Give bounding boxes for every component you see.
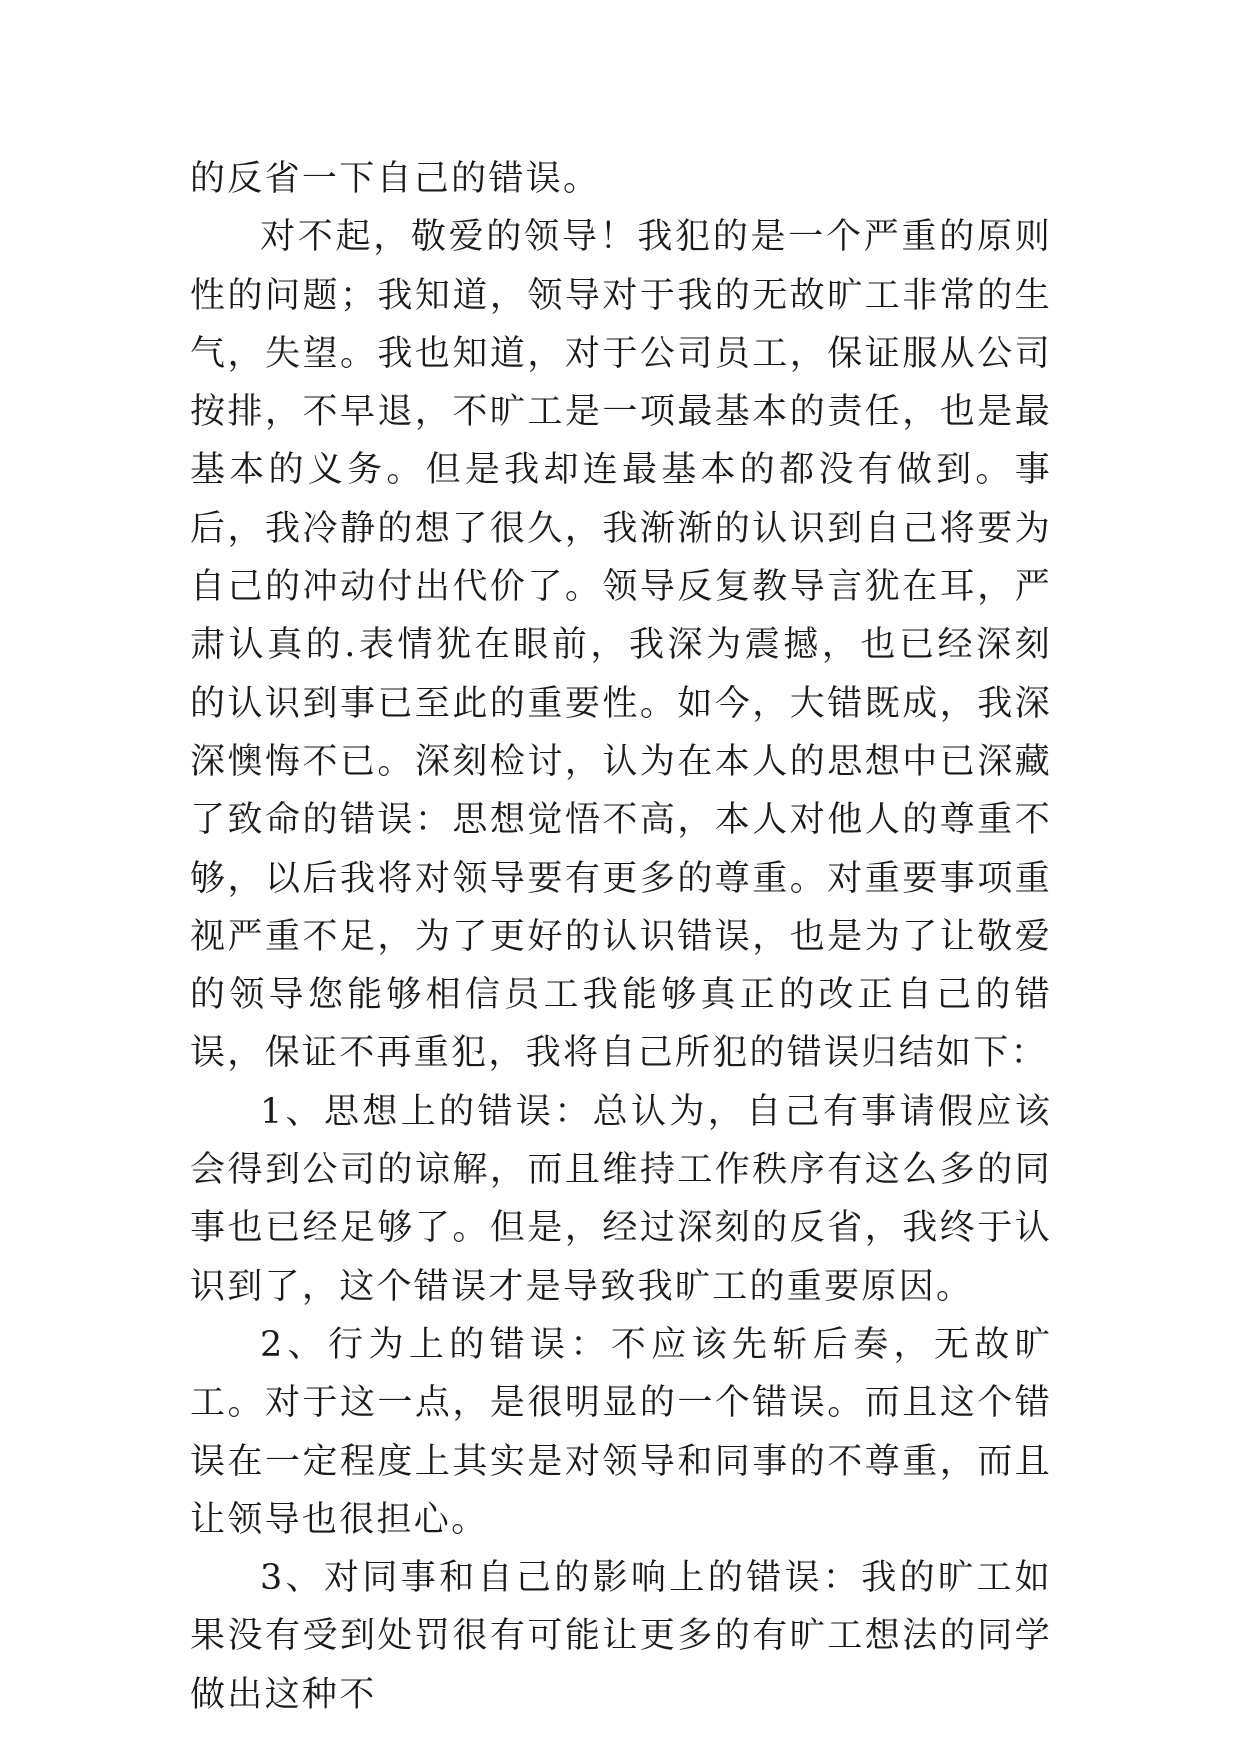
- paragraph-continuation: 的反省一下自己的错误。: [190, 159, 601, 199]
- paragraph-apology: 对不起，敬爱的领导！我犯的是一个严重的原则性的问题；我知道，领导对于我的无故旷工非常的生气，失望。我也知道，对于公司员工，保证服从公司按排，不早退，不旷工是一项最基本的责任，也是最基本的义务。但是我却连最基本的都没有做到。事后，我冷静的想了很久，我渐渐的认识到自己将要为自己的冲动付出代价了。领导反复教导言犹在耳，严肃认真的.表情犹在眼前，我深为震撼，也已经深刻的认识到事已至此的重要性。如今，大错既成，我深深懊悔不已。深刻检讨，认为在本人的思想中已深藏了致命的错误：思想觉悟不高，本人对他人的尊重不够，以后我将对领导要有更多的尊重。对重要事项重视严重不足，为了更好的认识错误，也是为了让敬爱的领导您能够相信员工我能够真正的改正自己的错误，保证不再重犯，我将自己所犯的错误归结如下：: [190, 217, 1052, 1074]
- paragraph-point-3: 3、对同事和自己的影响上的错误：我的旷工如果没有受到处罚很有可能让更多的有旷工想法的同学做出这种不: [190, 1558, 1052, 1715]
- paragraph-point-1: 1、思想上的错误：总认为，自己有事请假应该会得到公司的谅解，而且维持工作秩序有这么多的同事也已经足够了。但是，经过深刻的反省，我终于认识到了，这个错误才是导致我旷工的重要原因。: [190, 1091, 1052, 1307]
- paragraph-point-2: 2、行为上的错误：不应该先斩后奏，无故旷工。对于这一点，是很明显的一个错误。而且这个错误在一定程度上其实是对领导和同事的不尊重，而且让领导也很担心。: [190, 1324, 1052, 1540]
- document-body: [190, 150, 1052, 1724]
